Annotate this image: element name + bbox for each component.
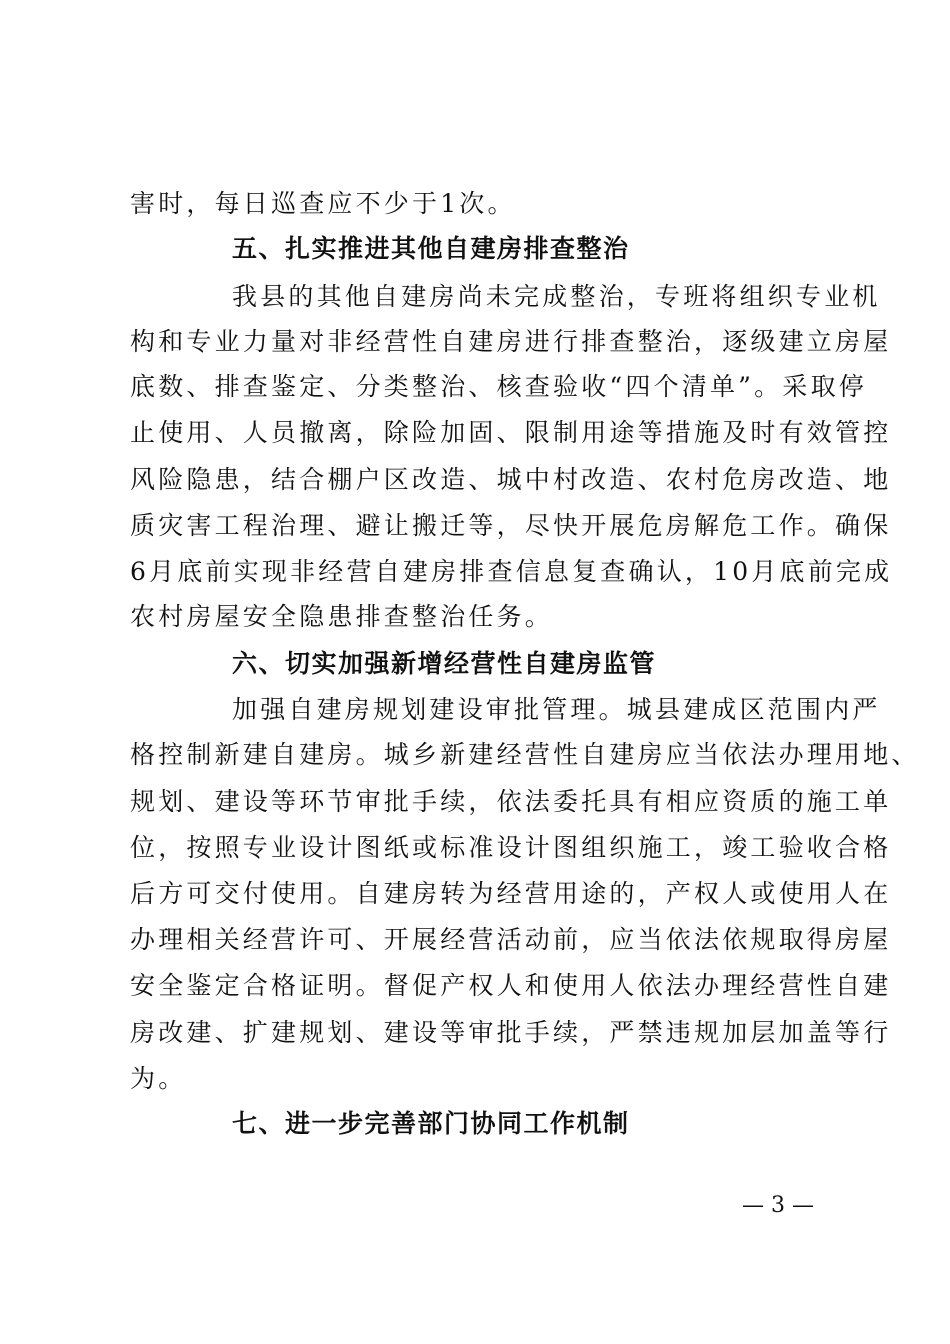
paragraph-line: 风险隐患，结合棚户区改造、城中村改造、农村危房改造、地 <box>130 465 892 494</box>
paragraph-line: 办理相关经营许可、开展经营活动前，应当依法依规取得房屋 <box>130 925 892 954</box>
paragraph-line: 房改建、扩建规划、建设等审批手续，严禁违规加层加盖等行 <box>130 1018 892 1047</box>
paragraph-line: 农村房屋安全隐患排查整治任务。 <box>130 602 554 631</box>
paragraph-line: 安全鉴定合格证明。督促产权人和使用人依法办理经营性自建 <box>130 971 892 1000</box>
page-number: — 3 — <box>742 1193 814 1218</box>
paragraph-line: 格控制新建自建房。城乡新建经营性自建房应当依法办理用地、 <box>130 740 920 769</box>
paragraph-line: 规划、建设等环节审批手续，依法委托具有相应资质的施工单 <box>130 787 892 816</box>
paragraph-line: 为。 <box>130 1064 187 1093</box>
paragraph-line: 构和专业力量对非经营性自建房进行排查整治，逐级建立房屋 <box>130 327 892 356</box>
paragraph-line: 加强自建房规划建设审批管理。城县建成区范围内严 <box>232 695 881 724</box>
paragraph-line: 位，按照专业设计图纸或标准设计图组织施工，竣工验收合格 <box>130 833 892 862</box>
paragraph-line: 6月底前实现非经营自建房排查信息复查确认，10月底前完成 <box>130 557 893 586</box>
paragraph-line: 质灾害工程治理、避让搬迁等，尽快开展危房解危工作。确保 <box>130 511 892 540</box>
section-heading-7: 七、进一步完善部门协同工作机制 <box>232 1109 630 1138</box>
section-heading-6: 六、切实加强新增经营性自建房监管 <box>232 649 657 678</box>
section-heading-5: 五、扎实推进其他自建房排查整治 <box>232 234 630 263</box>
paragraph-line: 害时，每日巡查应不少于1次。 <box>130 189 516 218</box>
paragraph-line: 止使用、人员撤离，除险加固、限制用途等措施及时有效管控 <box>130 418 892 447</box>
paragraph-line: 底数、排查鉴定、分类整治、核查验收“四个清单”。采取停 <box>130 372 867 401</box>
paragraph-line: 我县的其他自建房尚未完成整治，专班将组织专业机 <box>232 282 881 311</box>
paragraph-line: 后方可交付使用。自建房转为经营用途的，产权人或使用人在 <box>130 879 892 908</box>
